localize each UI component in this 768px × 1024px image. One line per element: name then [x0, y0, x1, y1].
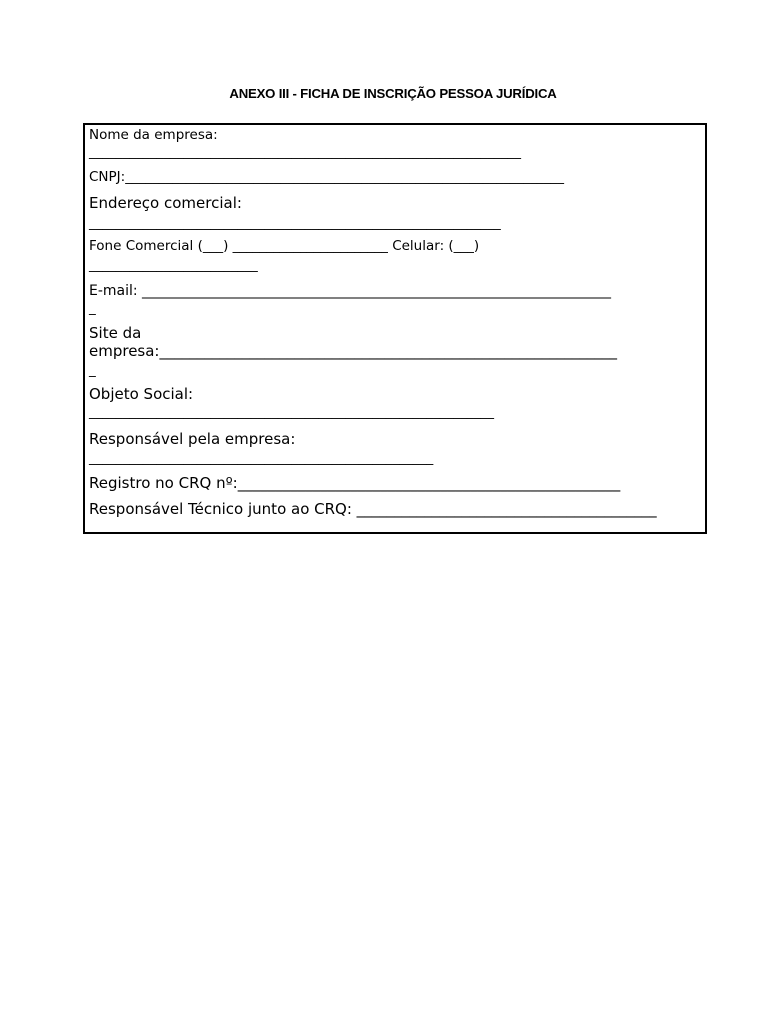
crq-registration-field: Registro no CRQ nº:___________________________________________________	[89, 474, 621, 492]
cnpj-field: CNPJ:_________________________________________________________________	[89, 169, 564, 185]
email-field: E-mail: ___________________________________________________________________	[89, 283, 612, 299]
company-responsible-label: Responsável pela empresa:	[89, 430, 296, 448]
company-name-line: ________________________________________________________________	[89, 144, 521, 160]
technical-responsible-field: Responsável Técnico junto ao CRQ: ________________________________________	[89, 500, 657, 518]
corporate-purpose-label: Objeto Social:	[89, 385, 194, 403]
address-line: _____________________________________________________________	[89, 215, 501, 231]
website-line: empresa:_____________________________________________________________	[89, 342, 617, 360]
website-tail: _	[89, 362, 96, 378]
company-name-label: Nome da empresa:	[89, 127, 218, 143]
corporate-purpose-line: ____________________________________________________________	[89, 404, 494, 420]
email-tail: _	[89, 300, 96, 316]
address-label: Endereço comercial:	[89, 194, 242, 212]
phone-field: Fone Comercial (___) _______________________ Celular: (___)	[89, 238, 480, 254]
website-label: Site da	[89, 324, 142, 342]
company-responsible-line: ___________________________________________________	[89, 450, 434, 466]
registration-form-box	[83, 123, 707, 534]
document-title: ANEXO III - FICHA DE INSCRIÇÃO PESSOA JURÍDICA	[229, 86, 557, 101]
phone-line: _________________________	[89, 257, 258, 273]
